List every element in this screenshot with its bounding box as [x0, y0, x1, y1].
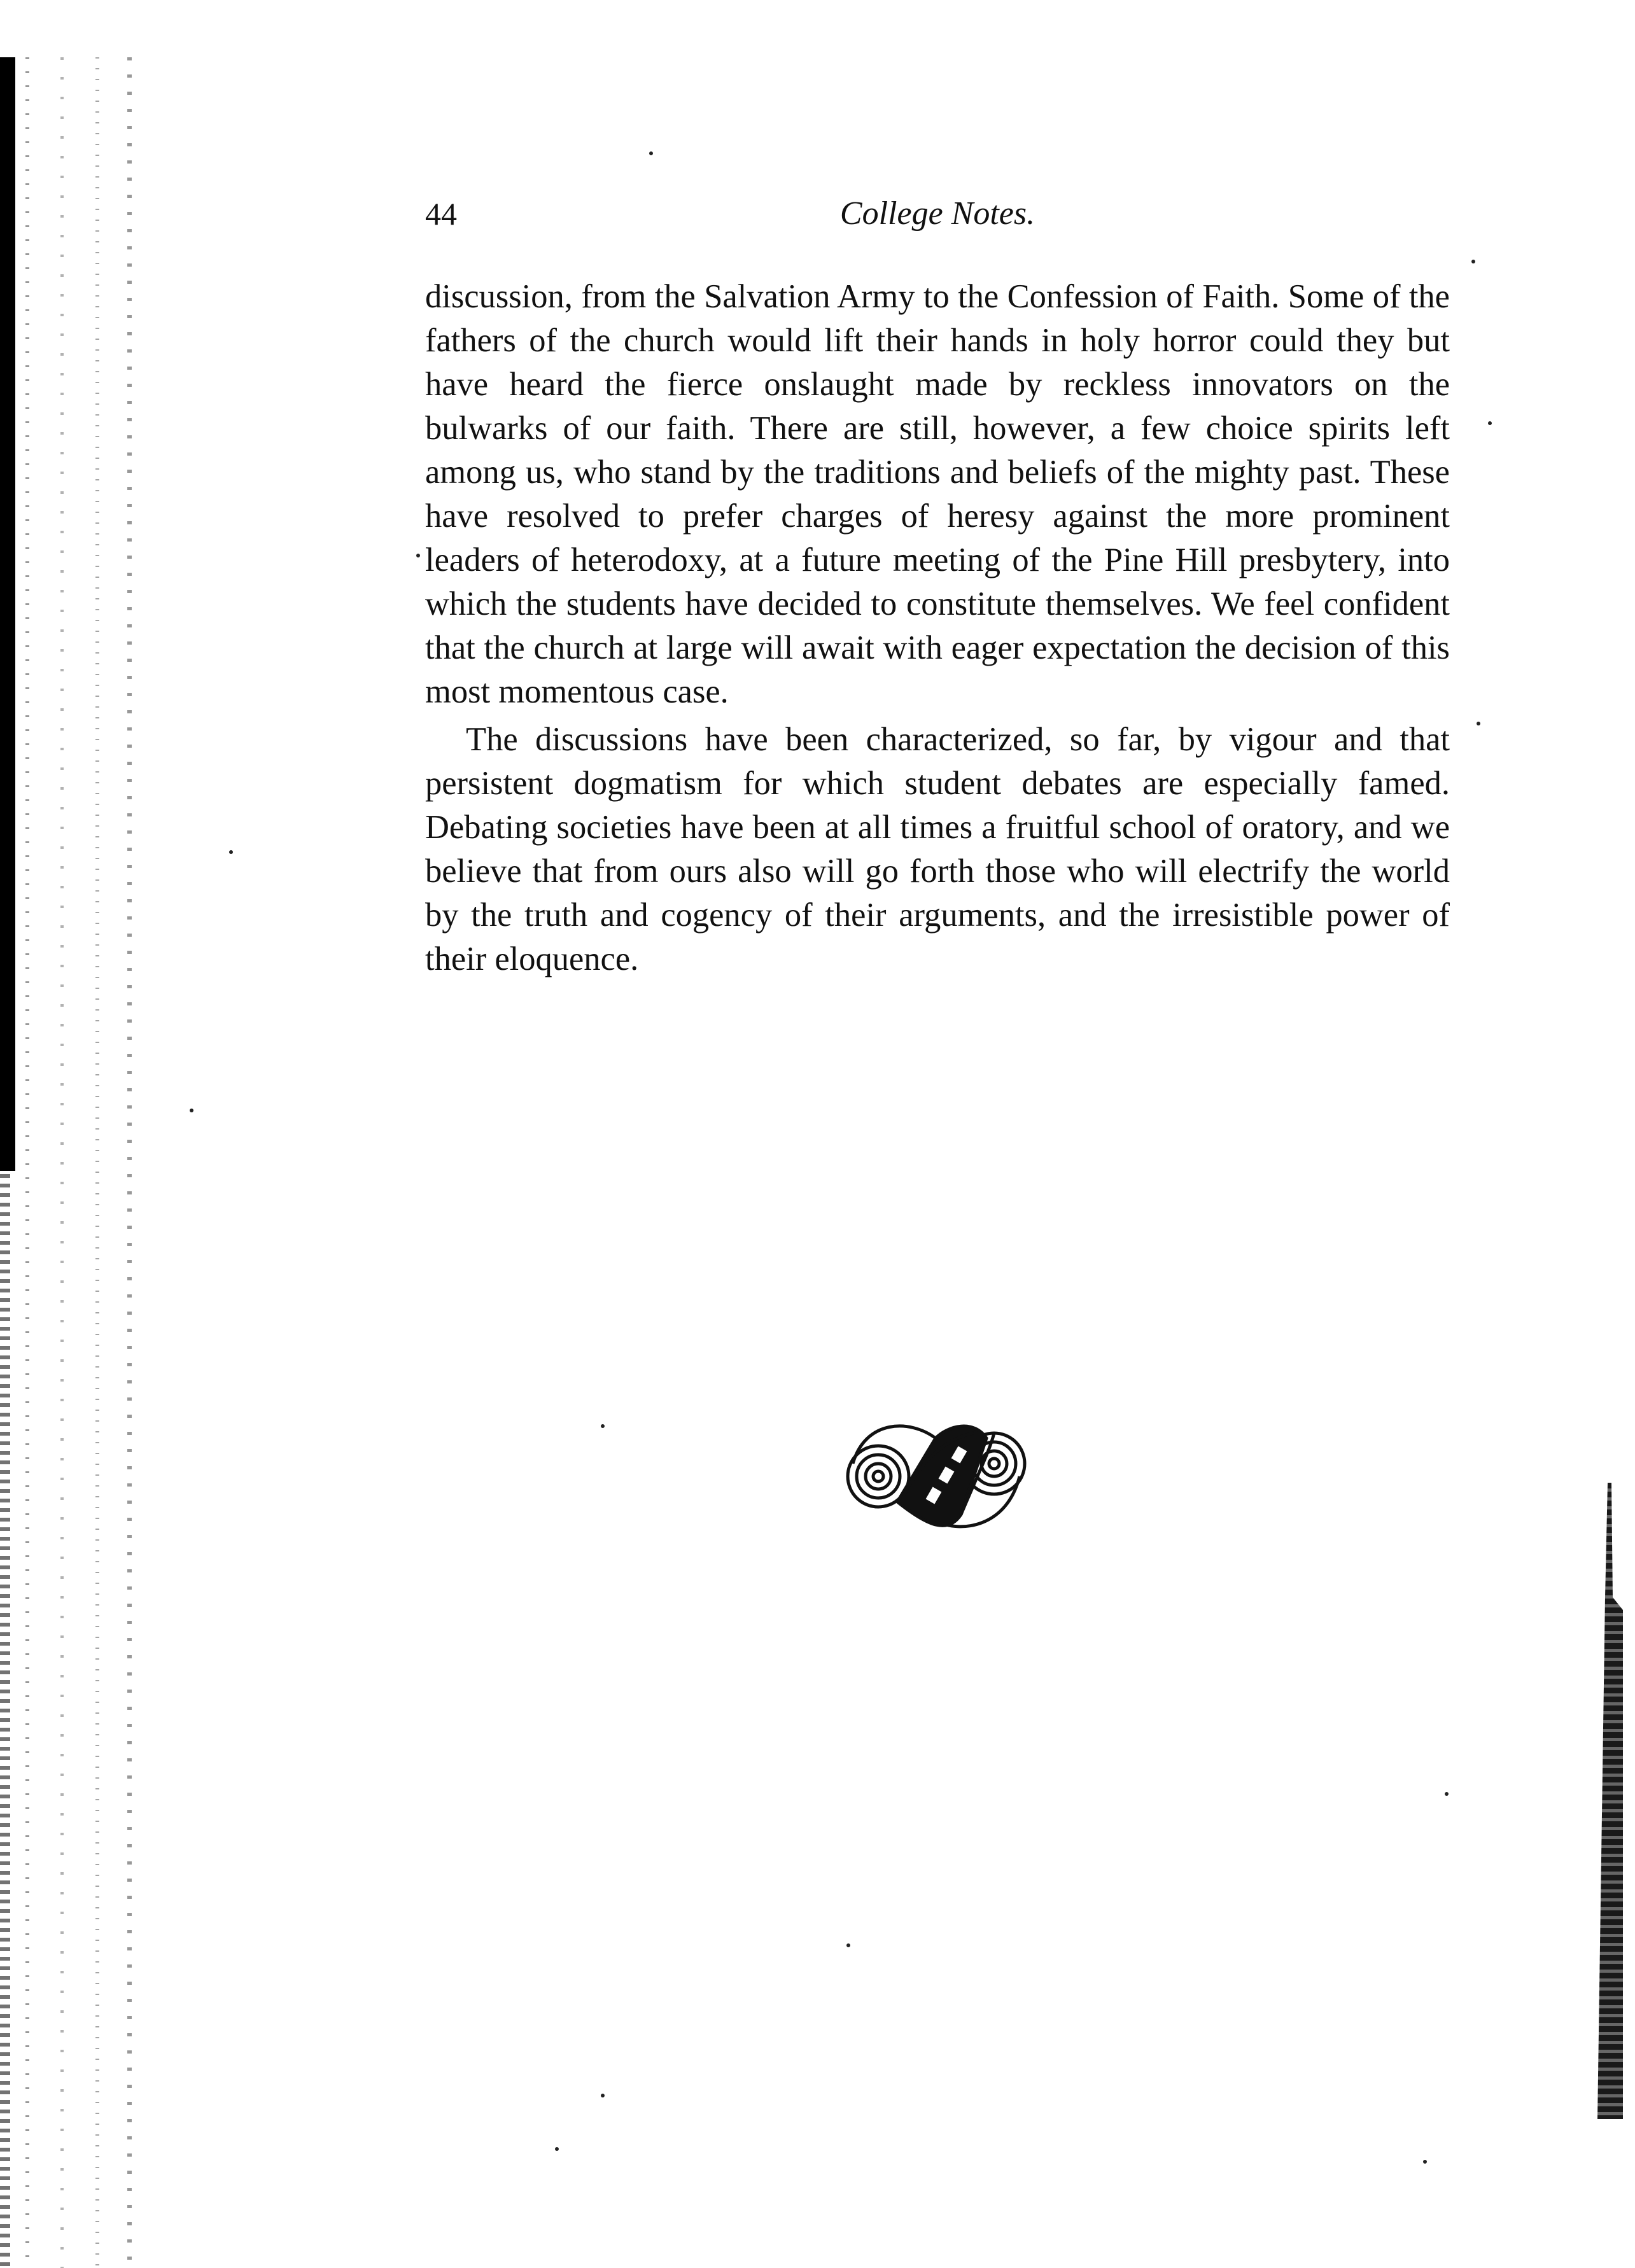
- page-number: 44: [425, 196, 457, 232]
- scan-speck: [649, 151, 653, 155]
- scan-speck: [601, 2094, 605, 2097]
- scan-speck: [229, 850, 233, 854]
- scan-speck: [1471, 260, 1475, 263]
- running-title: College Notes.: [839, 195, 1035, 232]
- scan-speck: [416, 554, 420, 557]
- right-page-edge: [1597, 1483, 1623, 2119]
- paragraph: The discussions have been characterized, so far, by vigour and that persistent dogmatism for which student debates are especially famed. Debating societies have been at all times a fruitful school of oratory, and we believe that from ours also will go forth those who will electrify the world by the truth and cogency of their arguments, and the irresistible power of their eloquence.: [425, 721, 1450, 977]
- scan-speck: [1488, 421, 1492, 425]
- binding-edge: [0, 57, 146, 2268]
- scan-speck: [190, 1109, 193, 1112]
- paragraph: discussion, from the Salvation Army to the Confession of Faith. Some of the fathers of the church would lift their hands in holy horror could they but have heard the fierce onslaught made by reckless innovators on the bulwarks of our faith. There are still, however, a few choice spirits left among us, who stand by the traditions and beliefs of the mighty past. These have resolved to prefer charges of heresy against the more prominent leaders of heterodoxy, at a future meeting of the Pine Hill presbytery, into which the students have decided to constitute themselves. We feel confident that the church at large will await with eager expectation the decision of this most momentous case.: [425, 278, 1450, 710]
- scan-speck: [1445, 1792, 1449, 1796]
- scan-speck: [1477, 722, 1480, 725]
- scan-speck: [1423, 2160, 1427, 2164]
- scan-speck: [846, 1943, 850, 1947]
- text-body: [425, 275, 1450, 981]
- scan-speck: [555, 2147, 559, 2151]
- page-header: [425, 188, 1450, 239]
- scan-speck: [601, 1424, 605, 1428]
- scroll-ornament-icon: [827, 1400, 1044, 1553]
